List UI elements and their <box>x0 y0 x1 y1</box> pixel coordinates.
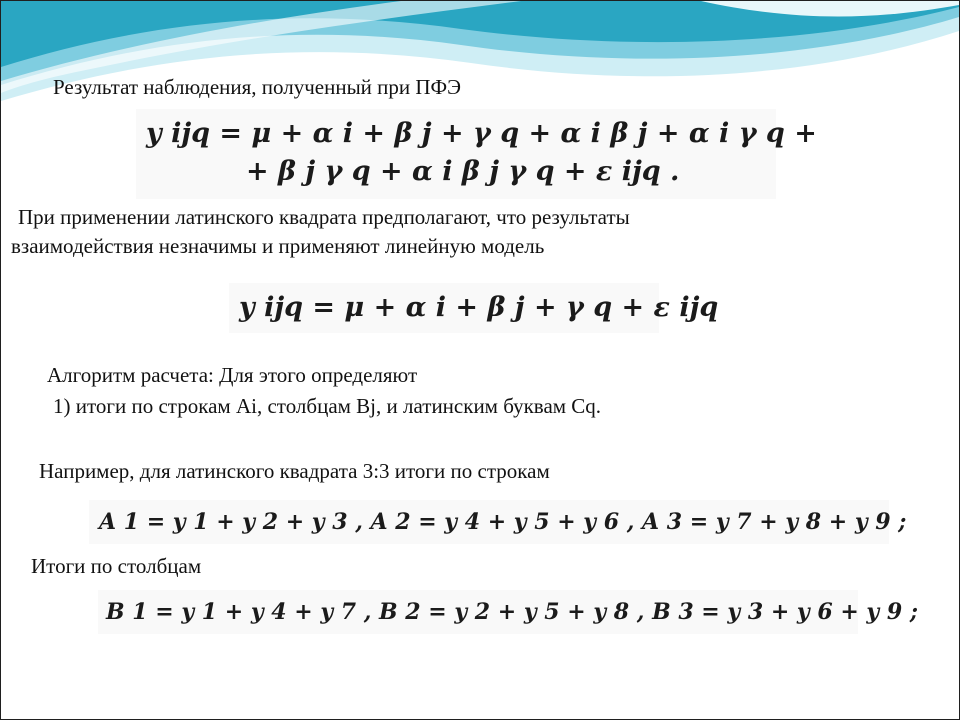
example-text: Например, для латинского квадрата 3:3 итоги по строкам <box>39 459 550 483</box>
algorithm-text-line-2: 1) итоги по строкам Ai, столбцам Bj, и латинским буквам Cq. <box>53 394 602 418</box>
column-totals-heading: Итоги по столбцам <box>31 554 202 578</box>
full-model-formula <box>136 109 817 199</box>
full-model-line-2: + β j γ q + α i β j γ q + ε ijq . <box>246 156 680 187</box>
linear-model-formula: y ijq = μ + α i + β j + γ q + ε ijq <box>229 283 659 333</box>
algorithm-text-line-1: Алгоритм расчета: Для этого определяют <box>47 363 418 387</box>
row-totals-formula: A 1 = y 1 + y 2 + y 3 , A 2 = y 4 + y 5 + y 6 , A 3 = y 7 + y 8 + y 9 ; <box>89 500 889 544</box>
latin-square-text-line-2: взаимодействия незначимы и применяют линейную модель <box>11 234 545 258</box>
column-totals-formula: B 1 = y 1 + y 4 + y 7 , B 2 = y 2 + y 5 + y 8 , B 3 = y 3 + y 6 + y 9 ; <box>98 590 858 634</box>
header-wave-decoration <box>1 1 959 121</box>
full-model-line-1: y ijq = μ + α i + β j + γ q + α i β j + α i γ q + <box>146 118 817 149</box>
intro-text: Результат наблюдения, полученный при ПФЭ <box>53 75 462 99</box>
latin-square-text-line-1: При применении латинского квадрата предполагают, что результаты <box>18 205 630 229</box>
